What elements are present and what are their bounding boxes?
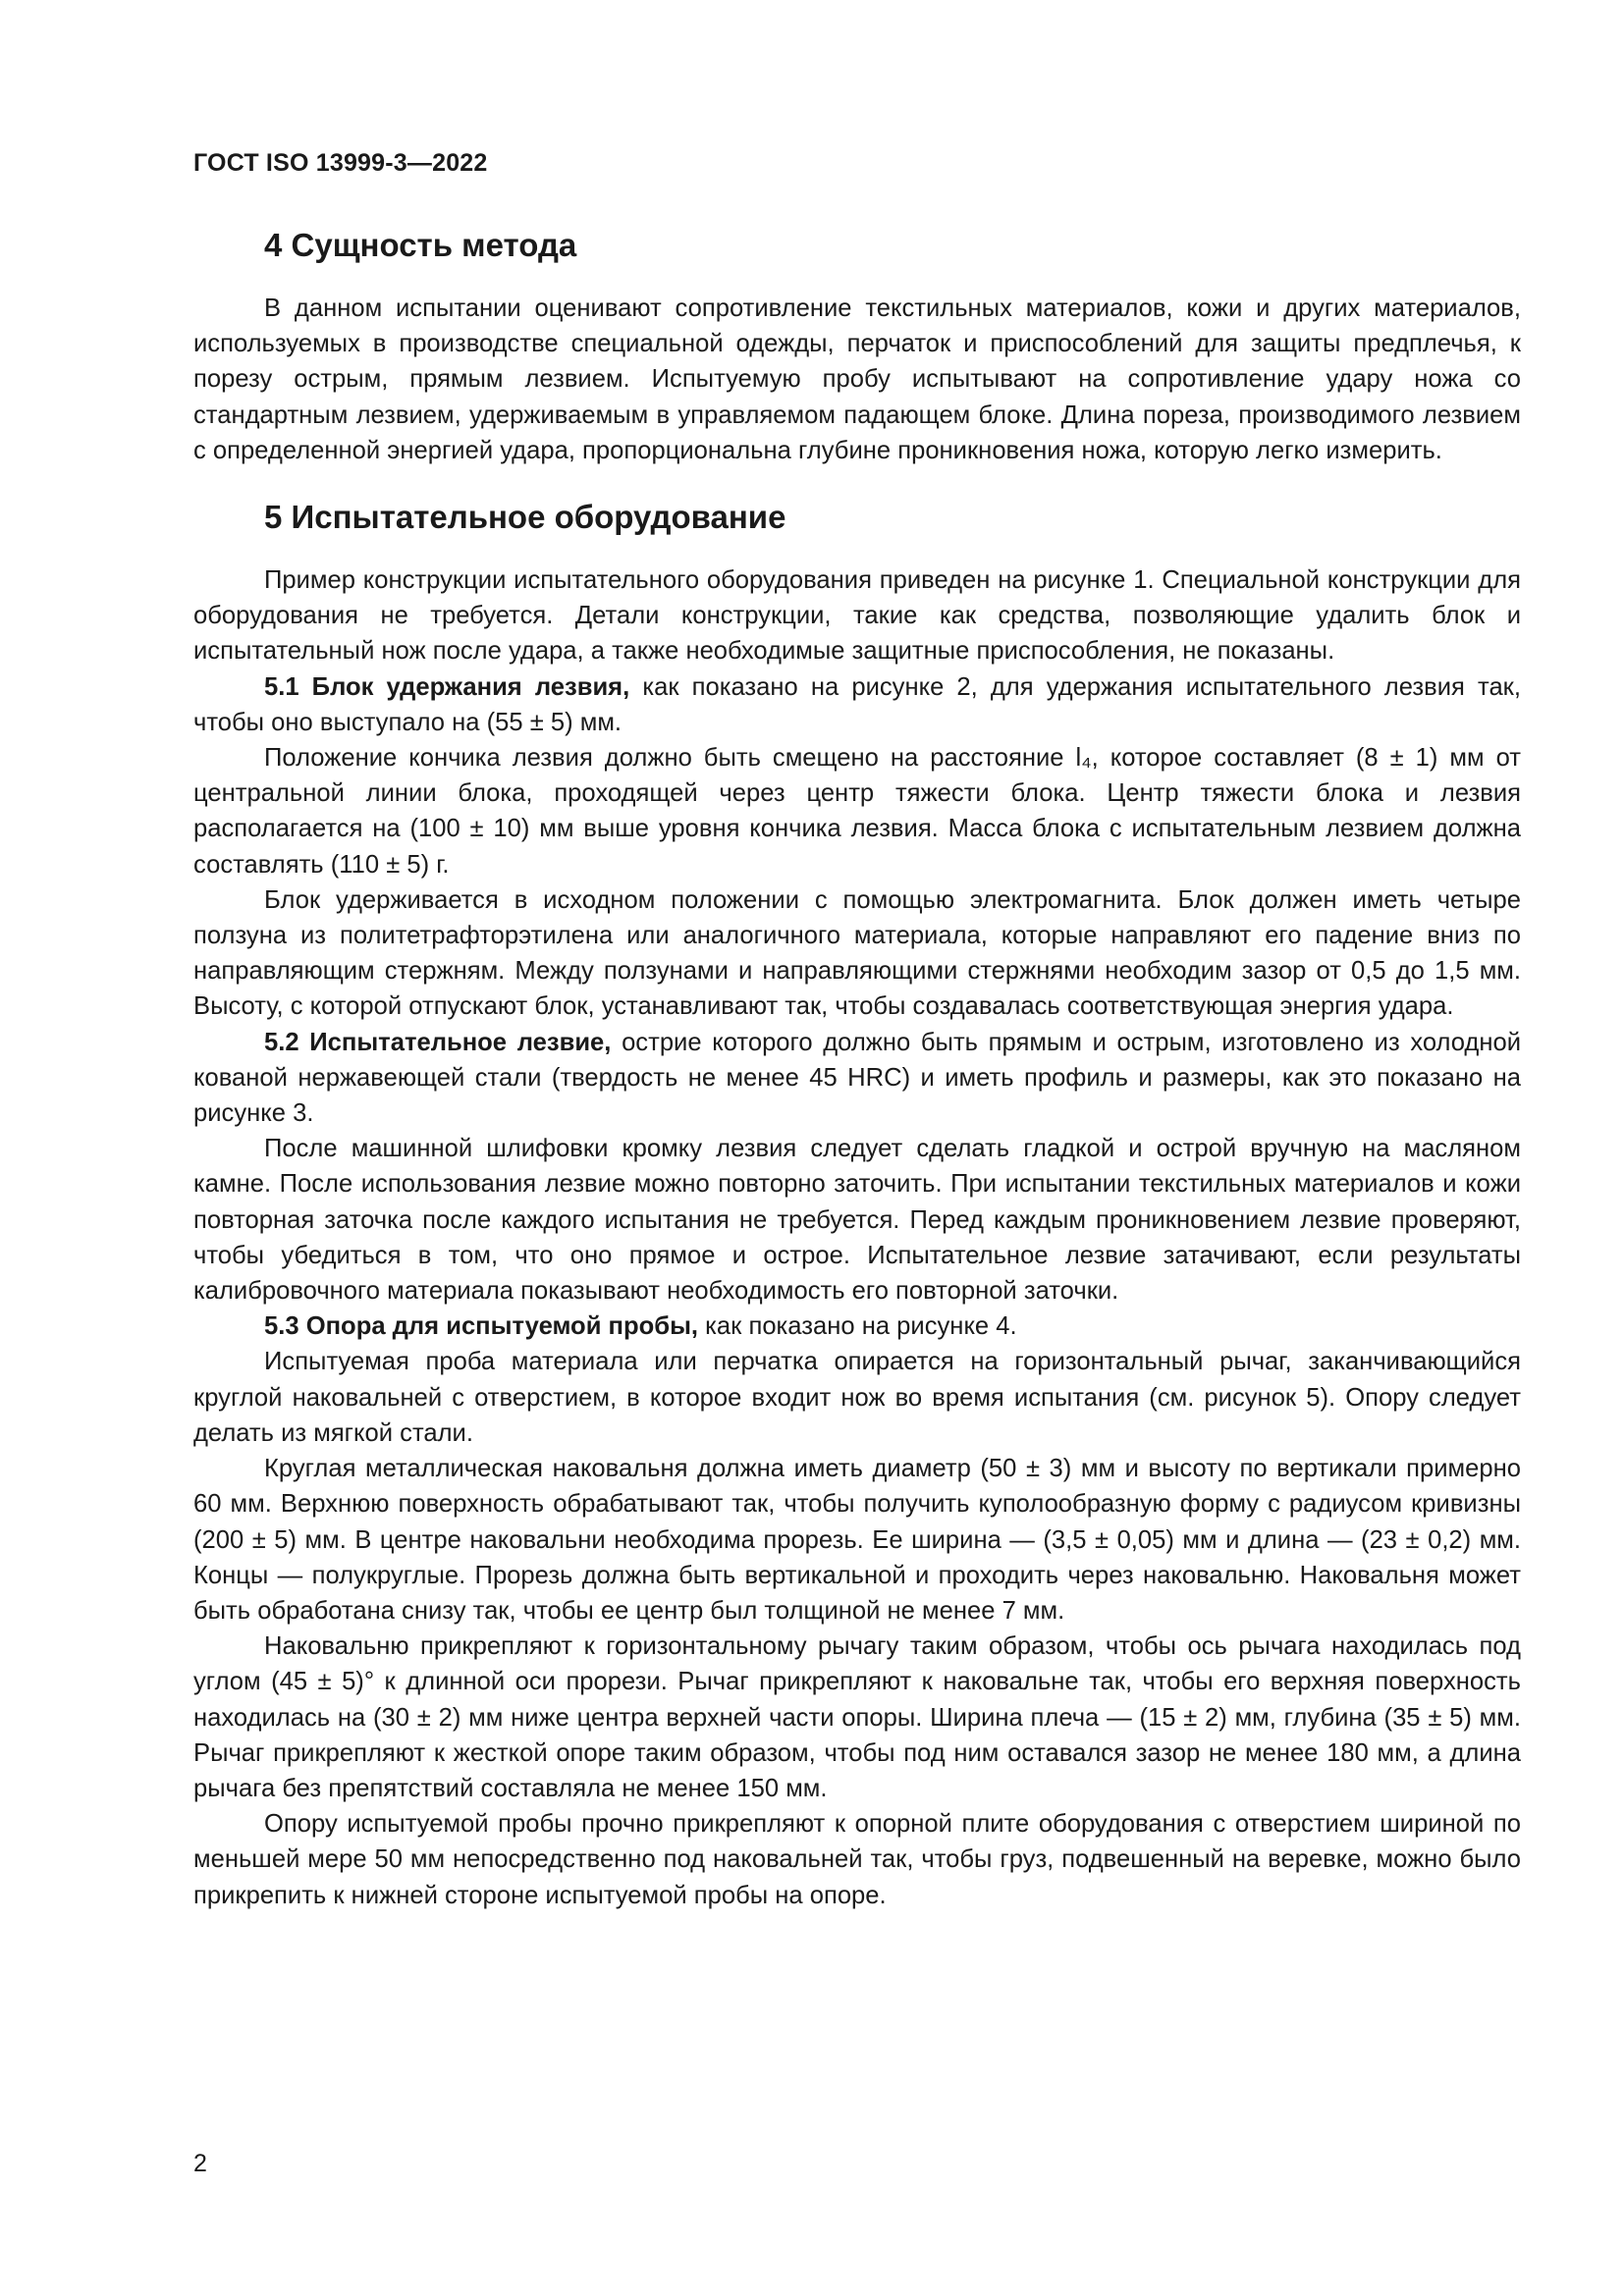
paragraph bbox=[193, 1629, 1521, 1806]
paragraph-text: как показано на рисунке 4. bbox=[698, 1312, 1017, 1341]
paragraph-text: острие которого должно быть прямым и острым, изготовлено из холодной кованой нержавеющей стали (твердость не менее 45 HRC) и иметь профиль и размеры, как это показано на рисунке 3. bbox=[193, 1028, 1522, 1128]
paragraph-text: Наковальню прикрепляют к горизонтальному рычагу таким образом, чтобы ось рычага находилась под углом (45 ± 5)° к длинной оси прорези. Рычаг прикрепляют к наковальне так, чтобы его верхняя поверхность находилась на (30 ± 2) мм ниже центра верхней части опоры. Ширина плеча — (15 ± 2) мм, глубина (35 ± 5) мм. Рычаг прикрепляют к жесткой опоре таким образом, чтобы под ним оставался зазор не менее 180 мм, а длина рычага без препятствий составляла не менее 150 мм. bbox=[193, 1632, 1521, 1802]
paragraph bbox=[193, 1344, 1521, 1451]
paragraph-text: Пример конструкции испытательного оборудования приведен на рисунке 1. Специальной конструкции для оборудования не требуется. Детали конструкции, такие как средства, позволяющие удалить блок и испытательный нож после удара, а также необходимые защитные приспособления, не показаны. bbox=[193, 566, 1521, 666]
clause-5-2 bbox=[193, 1025, 1521, 1132]
clause-5-3 bbox=[193, 1308, 1521, 1344]
paragraph bbox=[193, 562, 1521, 669]
page-number: 2 bbox=[193, 2150, 207, 2177]
paragraph-text: Опору испытуемой пробы прочно прикрепляют к опорной плите оборудования с отверстием шириной по меньшей мере 50 мм непосредственно под наковальней так, чтобы груз, подвешенный на веревке, можно было прикрепить к нижней стороне испытуемой пробы на опоре. bbox=[193, 1810, 1521, 1909]
paragraph bbox=[193, 1806, 1521, 1913]
clause-lead: 5.1 Блок удержания лезвия, bbox=[264, 672, 630, 701]
paragraph bbox=[193, 1451, 1521, 1629]
section-spacer bbox=[193, 468, 1521, 496]
clause-lead: 5.3 Опора для испытуемой пробы, bbox=[264, 1312, 699, 1341]
section-heading: 4 Сущность метода bbox=[264, 227, 577, 263]
section-4 bbox=[193, 224, 1521, 468]
document-id-header: ГОСТ ISO 13999-3—2022 bbox=[193, 149, 488, 177]
paragraph bbox=[193, 740, 1521, 882]
paragraph bbox=[193, 882, 1521, 1025]
paragraph-text: Испытуемая проба материала или перчатка опирается на горизонтальный рычаг, заканчивающийся круглой наковальней с отверстием, в которое входит нож во время испытания (см. рисунок 5). Опору следует делать из мягкой стали. bbox=[193, 1348, 1521, 1447]
clause-5-1 bbox=[193, 669, 1521, 740]
paragraph-text: как показано на рисунке 2, для удержания испытательного лезвия так, чтобы оно выступало на (55 ± 5) мм. bbox=[193, 672, 1521, 736]
document-body bbox=[193, 224, 1521, 1913]
section-heading: 5 Испытательное оборудование bbox=[264, 499, 786, 536]
clause-lead: 5.2 Испытательное лезвие, bbox=[264, 1028, 612, 1056]
paragraph bbox=[193, 1131, 1521, 1308]
paragraph-text: Блок удерживается в исходном положении с помощью электромагнита. Блок должен иметь четыре ползуна из политетрафторэтилена или аналогичного материала, которые направляют его падение вниз по направляющим стержням. Между ползунами и направляющими стержнями необходим зазор от 0,5 до 1,5 мм. Высоту, с которой отпускают блок, устанавливают так, чтобы создавалась соответствующая энергия удара. bbox=[193, 885, 1521, 1021]
paragraph-text: Положение кончика лезвия должно быть смещено на расстояние l₄, которое составляет (8 ± 1) мм от центральной линии блока, проходящей через центр тяжести блока. Центр тяжести блока и лезвия располагается на (100 ± 10) мм выше уровня кончика лезвия. Масса блока с испытательным лезвием должна составлять (110 ± 5) г. bbox=[193, 744, 1521, 879]
section-5 bbox=[193, 496, 1521, 1913]
paragraph-text: После машинной шлифовки кромку лезвия следует сделать гладкой и острой вручную на масляном камне. После использования лезвие можно повторно заточить. При испытании текстильных материалов и кожи повторная заточка после каждого испытания не требуется. Перед каждым проникновением лезвие проверяют, чтобы убедиться в том, что оно прямое и острое. Испытательное лезвие затачивают, если результаты калибровочного материала показывают необходимость его повторной заточки. bbox=[193, 1135, 1521, 1306]
paragraph-text: В данном испытании оценивают сопротивление текстильных материалов, кожи и других материалов, используемых в производстве специальной одежды, перчаток и приспособлений для защиты предплечья, к порезу острым, прямым лезвием. Испытуемую пробу испытывают на сопротивление удару ножа со стандартным лезвием, удерживаемым в управляемом падающем блоке. Длина пореза, производимого лезвием с определенной энергией удара, пропорциональна глубине проникновения ножа, которую легко измерить. bbox=[193, 294, 1521, 464]
paragraph-text: Круглая металлическая наковальня должна иметь диаметр (50 ± 3) мм и высоту по вертикали примерно 60 мм. Верхнюю поверхность обрабатывают так, чтобы получить куполообразную форму с радиусом кривизны (200 ± 5) мм. В центре наковальни необходима прорезь. Ее ширина — (3,5 ± 0,05) мм и длина — (23 ± 0,2) мм. Концы — полукруглые. Прорезь должна быть вертикальной и проходить через наковальню. Наковальня может быть обработана снизу так, чтобы ее центр был толщиной не менее 7 мм. bbox=[193, 1455, 1521, 1625]
document-page bbox=[193, 0, 1521, 2296]
paragraph bbox=[193, 291, 1521, 468]
